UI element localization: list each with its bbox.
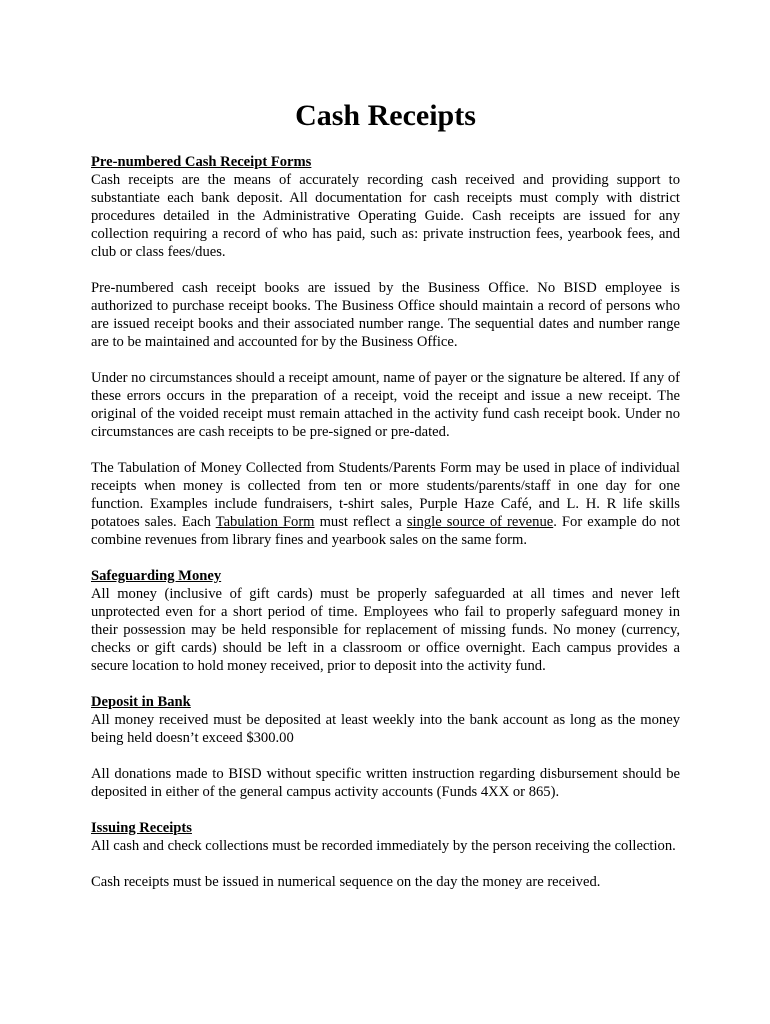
section-issuing: [91, 819, 680, 891]
paragraph-text: must reflect a: [314, 514, 407, 530]
section-safeguarding: [91, 567, 680, 675]
single-source-revenue-text: single source of revenue: [406, 514, 554, 530]
paragraph: Cash receipts are the means of accurately recording cash received and providing support to substantiate each bank deposit. All documentation for cash receipts must comply with district procedures detailed in the Administrative Operating Guide. Cash receipts are issued for any collection requiring a record of who has paid, such as: private instruction fees, yearbook fees, and club or class fees/dues.: [91, 172, 680, 260]
section-prenumbered: [91, 153, 680, 549]
section-deposit: [91, 693, 680, 801]
paragraph: All cash and check collections must be recorded immediately by the person receiving the collection.: [91, 838, 676, 854]
section-heading: Issuing Receipts: [91, 820, 192, 836]
section-heading: Pre-numbered Cash Receipt Forms: [91, 154, 312, 170]
paragraph: All donations made to BISD without specific written instruction regarding disbursement should be deposited in either of the general campus activity accounts (Funds 4XX or 865).: [91, 766, 680, 800]
paragraph: All money received must be deposited at least weekly into the bank account as long as the money being held doesn’t exceed $300.00: [91, 712, 680, 746]
paragraph-text: . For example do not combine revenues from library fines and yearbook sales on the same form.: [91, 514, 680, 548]
paragraph-text: The Tabulation of Money Collected from Students/Parents Form may be used in place of individual receipts when money is collected from ten or more students/parents/staff in one day for one function. Examples include fundraisers, t-shirt sales, Purple Haze Café, and L. H. R life skills potatoes sales. Each: [91, 460, 680, 530]
paragraph: All money (inclusive of gift cards) must be properly safeguarded at all times and never left unprotected even for a short period of time. Employees who fail to properly safeguard money in their possession may be held responsible for replacement of missing funds. No money (currency, checks or gift cards) should be left in a classroom or office overnight. Each campus provides a secure location to hold money received, prior to deposit into the activity fund.: [91, 586, 680, 674]
section-heading: Safeguarding Money: [91, 568, 222, 584]
page-title: Cash Receipts: [295, 99, 476, 132]
paragraph: Under no circumstances should a receipt amount, name of payer or the signature be altered. If any of these errors occurs in the preparation of a receipt, void the receipt and issue a new receipt. The original of the voided receipt must remain attached in the activity fund cash receipt book. Under no circumstances are cash receipts to be pre-signed or pre-dated.: [91, 370, 680, 440]
paragraph: Pre-numbered cash receipt books are issued by the Business Office. No BISD employee is authorized to purchase receipt books. The Business Office should maintain a record of persons who are issued receipt books and their associated number range. The sequential dates and number range are to be maintained and accounted for by the Business Office.: [91, 280, 680, 350]
section-heading: Deposit in Bank: [91, 694, 191, 710]
paragraph: Cash receipts must be issued in numerical sequence on the day the money are received.: [91, 874, 601, 890]
tabulation-form-link: Tabulation Form: [215, 514, 315, 530]
paragraph: [91, 459, 680, 549]
